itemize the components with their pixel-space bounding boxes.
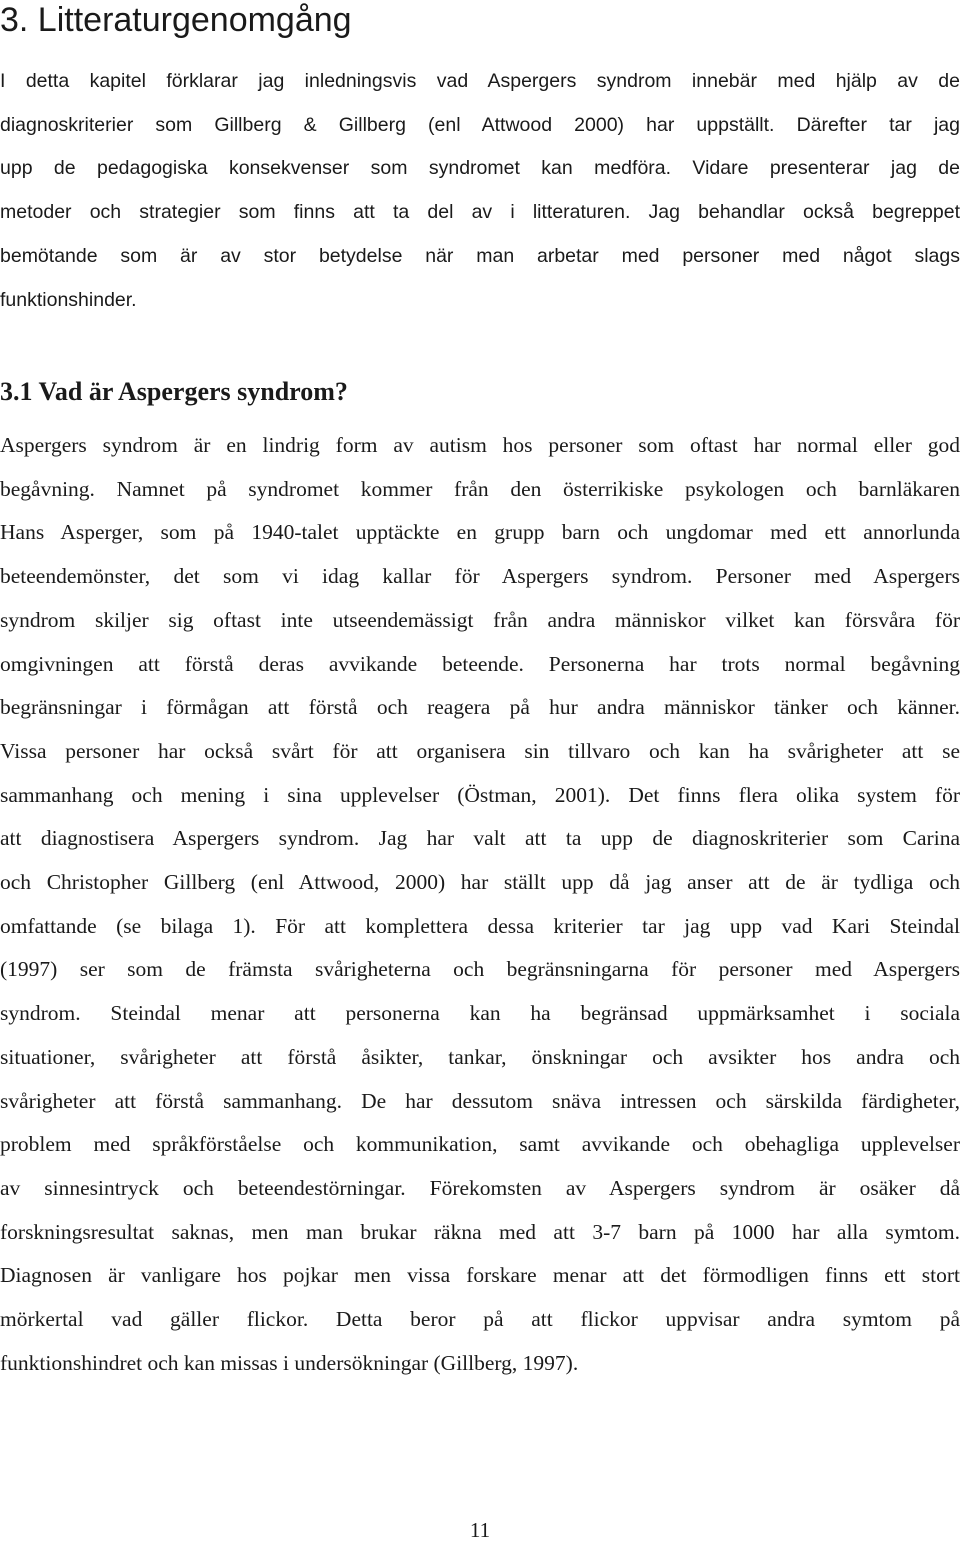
paragraph-line: av sinnesintryck och beteendestörningar. Förekomsten av Aspergers syndrom är osäker då xyxy=(0,1175,960,1200)
paragraph-line: problem med språkförståelse och kommunikation, samt avvikande och obehagliga upplevelser xyxy=(0,1132,960,1157)
paragraph-line: situationer, svårigheter att förstå åsikter, tankar, önskningar och avsikter hos andra och xyxy=(0,1044,960,1069)
chapter-title: 3. Litteraturgenomgång xyxy=(0,1,352,39)
paragraph-line: syndrom skiljer sig oftast inte utseendemässigt från andra människor vilket kan försvåra för xyxy=(0,607,960,632)
paragraph-line: diagnoskriterier som Gillberg & Gillberg (enl Attwood 2000) har uppställt. Därefter tar jag xyxy=(0,113,960,136)
paragraph-line: syndrom. Steindal menar att personerna kan ha begränsad uppmärksamhet i sociala xyxy=(0,1001,960,1026)
page-number: 11 xyxy=(469,1518,491,1542)
paragraph-line: funktionshinder. xyxy=(0,288,137,311)
paragraph-line: omgivningen att förstå deras avvikande beteende. Personerna har trots normal begåvning xyxy=(0,651,960,676)
paragraph-line: svårigheter att förstå sammanhang. De har dessutom snäva intressen och särskilda färdigheter, xyxy=(0,1088,960,1113)
paragraph-line: att diagnostisera Aspergers syndrom. Jag har valt att ta upp de diagnoskriterier som Carina xyxy=(0,826,960,851)
paragraph-line: (1997) ser som de främsta svårigheterna och begränsningarna för personer med Aspergers xyxy=(0,957,960,982)
paragraph-line: funktionshindret och kan missas i undersökningar (Gillberg, 1997). xyxy=(0,1350,579,1375)
paragraph-line: upp de pedagogiska konsekvenser som syndromet kan medföra. Vidare presenterar jag de xyxy=(0,157,960,180)
paragraph-line: och Christopher Gillberg (enl Attwood, 2000) har ställt upp då jag anser att de är tydliga och xyxy=(0,870,960,895)
section-paragraph xyxy=(0,424,960,1385)
paragraph-line: omfattande (se bilaga 1). För att komplettera dessa kriterier tar jag upp vad Kari Steindal xyxy=(0,913,960,938)
paragraph-line: I detta kapitel förklarar jag inledningsvis vad Aspergers syndrom innebär med hjälp av de xyxy=(0,70,960,92)
paragraph-line: mörkertal vad gäller flickor. Detta beror på att flickor uppvisar andra symtom på xyxy=(0,1307,960,1332)
paragraph-line: Aspergers syndrom är en lindrig form av autism hos personer som oftast har normal eller god xyxy=(0,433,960,457)
paragraph-line: forskningsresultat saknas, men man brukar räkna med att 3-7 barn på 1000 har alla symtom. xyxy=(0,1219,960,1244)
intro-paragraph xyxy=(0,60,960,322)
paragraph-line: Diagnosen är vanligare hos pojkar men vissa forskare menar att det förmodligen finns ett stort xyxy=(0,1263,960,1288)
paragraph-line: Vissa personer har också svårt för att organisera sin tillvaro och kan ha svårigheter att se xyxy=(0,738,960,763)
paragraph-line: bemötande som är av stor betydelse när man arbetar med personer med något slags xyxy=(0,244,960,267)
paragraph-line: beteendemönster, det som vi idag kallar för Aspergers syndrom. Personer med Aspergers xyxy=(0,564,960,589)
paragraph-line: begränsningar i förmågan att förstå och reagera på hur andra människor tänker och känner. xyxy=(0,695,960,720)
paragraph-line: Hans Asperger, som på 1940-talet upptäckte en grupp barn och ungdomar med ett annorlunda xyxy=(0,520,960,545)
paragraph-line: sammanhang och mening i sina upplevelser (Östman, 2001). Det finns flera olika system för xyxy=(0,782,960,807)
paragraph-line: begåvning. Namnet på syndromet kommer från den österrikiske psykologen och barnläkaren xyxy=(0,476,960,501)
section-title: 3.1 Vad är Aspergers syndrom? xyxy=(0,377,348,406)
paragraph-line: metoder och strategier som finns att ta del av i litteraturen. Jag behandlar också begreppet xyxy=(0,201,960,224)
